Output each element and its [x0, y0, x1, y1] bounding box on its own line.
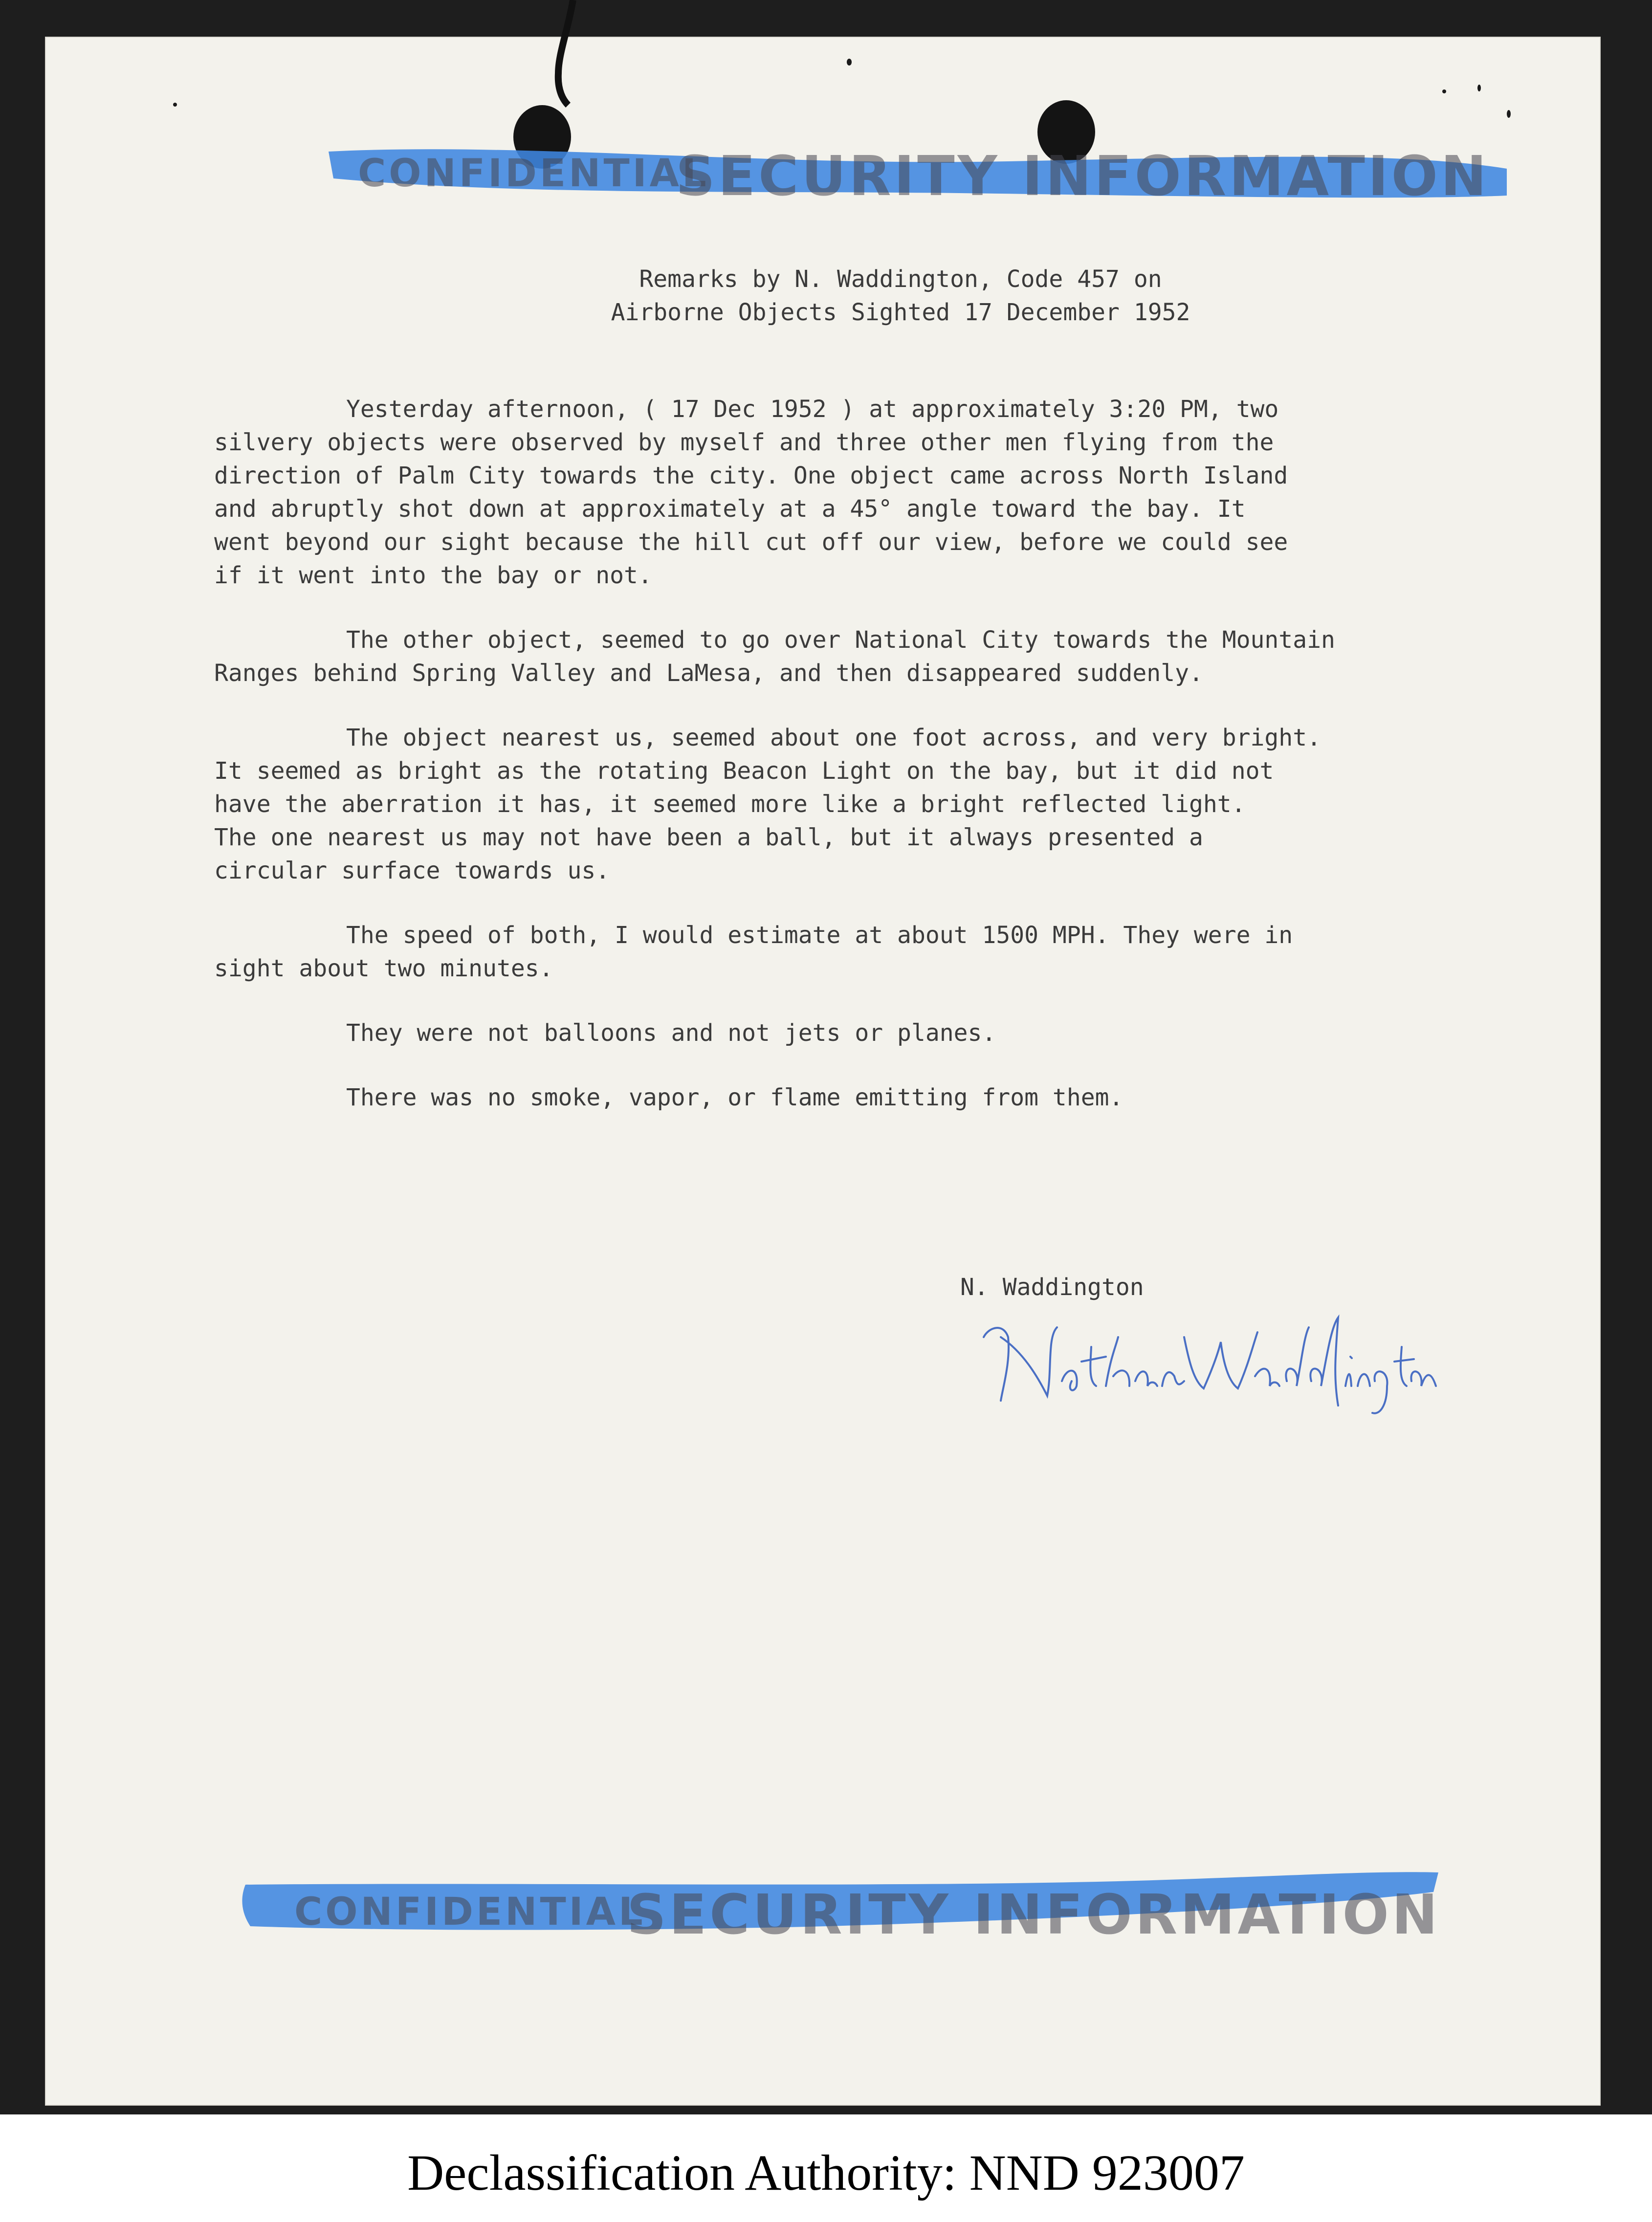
classification-banner-top [324, 122, 1521, 215]
paper-speck [847, 59, 852, 66]
declassification-footer [0, 2114, 1652, 2222]
paragraph-1: Yesterday afternoon, ( 17 Dec 1952 ) at approximately 3:20 PM, two silvery objects were observed by myself and three other men flying from the direction of Palm City towards the city. One object came across North Island and abruptly shot down at approximately at a 45° angle toward the bay. It went beyond our sight because the hill cut off our view, before we could see if it went into the bay or not. [214, 396, 1288, 589]
stamp-confidential: CONFIDENTIAL [358, 152, 709, 196]
handwritten-signature [974, 1308, 1438, 1420]
document-title [485, 263, 1316, 329]
stamp-security-information: SECURITY INFORMATION [627, 1883, 1441, 1947]
classification-banner-bottom [241, 1858, 1443, 1951]
document-body [214, 393, 1524, 1145]
stamp-security-information: SECURITY INFORMATION [676, 145, 1490, 208]
title-line-2: Airborne Objects Sighted 17 December 1952 [611, 299, 1190, 326]
paper-speck [173, 103, 177, 107]
stamp-text [324, 122, 1521, 215]
paper-speck [1477, 85, 1481, 91]
paragraph-2: The other object, seemed to go over National City towards the Mountain Ranges behind Spring Valley and LaMesa, and then disappeared suddenly. [214, 626, 1335, 687]
document-page [45, 37, 1601, 2106]
title-line-1: Remarks by N. Waddington, Code 457 on [639, 265, 1162, 293]
stamp-confidential: CONFIDENTIAL [294, 1890, 646, 1934]
paper-speck [1507, 110, 1511, 118]
paragraph-5: They were not balloons and not jets or planes. [346, 1019, 996, 1047]
signer-name: N. Waddington [960, 1274, 1144, 1301]
paper-speck [1442, 89, 1446, 93]
paragraph-6: There was no smoke, vapor, or flame emitting from them. [346, 1084, 1123, 1111]
declassification-authority: Declassification Authority: NND 923007 [407, 2145, 1245, 2201]
paragraph-3: The object nearest us, seemed about one foot across, and very bright. It seemed as bright as the rotating Beacon Light on the bay, but it did not have the aberration it has, it seemed more like a bright reflected light. The one nearest us may not have been a ball, but it always presented a circular surface towards us. [214, 724, 1321, 884]
stamp-text [241, 1858, 1443, 1951]
binding-string [500, 0, 597, 108]
paragraph-4: The speed of both, I would estimate at about 1500 MPH. They were in sight about two minutes. [214, 922, 1293, 982]
